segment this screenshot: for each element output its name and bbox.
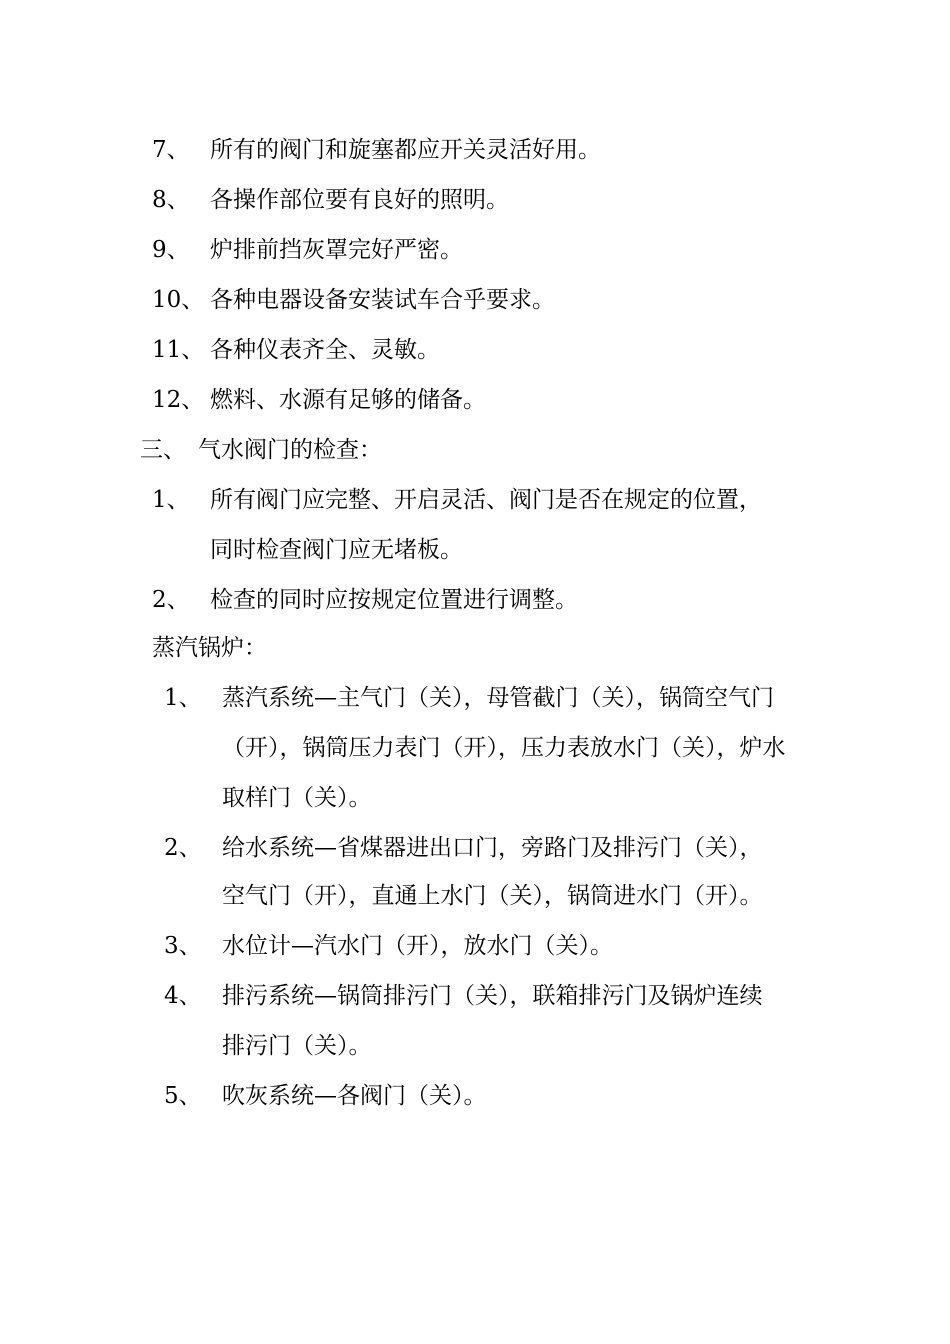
- list-number: 8、: [152, 187, 190, 213]
- list-number: 2、: [152, 587, 190, 613]
- list-text-line: 排污系统—锅筒排污门（关），联箱排污门及锅炉连续: [222, 983, 763, 1009]
- list-text-line: 取样门（关）。: [222, 785, 372, 811]
- subsection-label: 蒸汽锅炉：: [152, 635, 267, 661]
- list-text-line: （开），锅筒压力表门（开），压力表放水门（关），炉水: [222, 735, 786, 761]
- list-text: 炉排前挡灰罩完好严密。: [210, 237, 463, 263]
- list-text: 各种仪表齐全、灵敏。: [210, 337, 440, 363]
- list-text-line: 检查的同时应按规定位置进行调整。: [210, 587, 578, 613]
- list-number: 7、: [152, 137, 190, 163]
- list-number: 9、: [152, 237, 190, 263]
- list-text-line: 蒸汽系统—主气门（关），母管截门（关），锅筒空气门: [222, 685, 774, 711]
- list-number: 3、: [164, 933, 202, 959]
- section-title: 气水阀门的检查：: [198, 437, 382, 463]
- section-number: 三、: [140, 437, 186, 463]
- list-number: 5、: [164, 1083, 202, 1109]
- list-text-line: 给水系统—省煤器进出口门，旁路门及排污门（关），: [222, 835, 763, 861]
- list-text-line: 所有阀门应完整、开启灵活、阀门是否在规定的位置，: [210, 487, 762, 513]
- list-text: 各种电器设备安装试车合乎要求。: [210, 287, 555, 313]
- list-text-line: 吹灰系统—各阀门（关）。: [222, 1083, 487, 1109]
- list-number: 1、: [152, 487, 190, 513]
- list-text-line: 水位计—汽水门（开），放水门（关）。: [222, 933, 613, 959]
- list-number: 2、: [164, 835, 202, 861]
- list-number: 10、: [152, 287, 205, 313]
- list-text: 燃料、水源有足够的储备。: [210, 387, 486, 413]
- list-text-line: 空气门（开），直通上水门（关），锅筒进水门（开）。: [222, 883, 763, 909]
- list-number: 11、: [152, 337, 205, 363]
- list-number: 12、: [152, 387, 205, 413]
- list-number: 4、: [164, 983, 202, 1009]
- list-text: 所有的阀门和旋塞都应开关灵活好用。: [210, 137, 601, 163]
- list-text-line: 同时检查阀门应无堵板。: [210, 537, 463, 563]
- list-text-line: 排污门（关）。: [222, 1033, 372, 1059]
- list-text: 各操作部位要有良好的照明。: [210, 187, 509, 213]
- list-number: 1、: [164, 685, 202, 711]
